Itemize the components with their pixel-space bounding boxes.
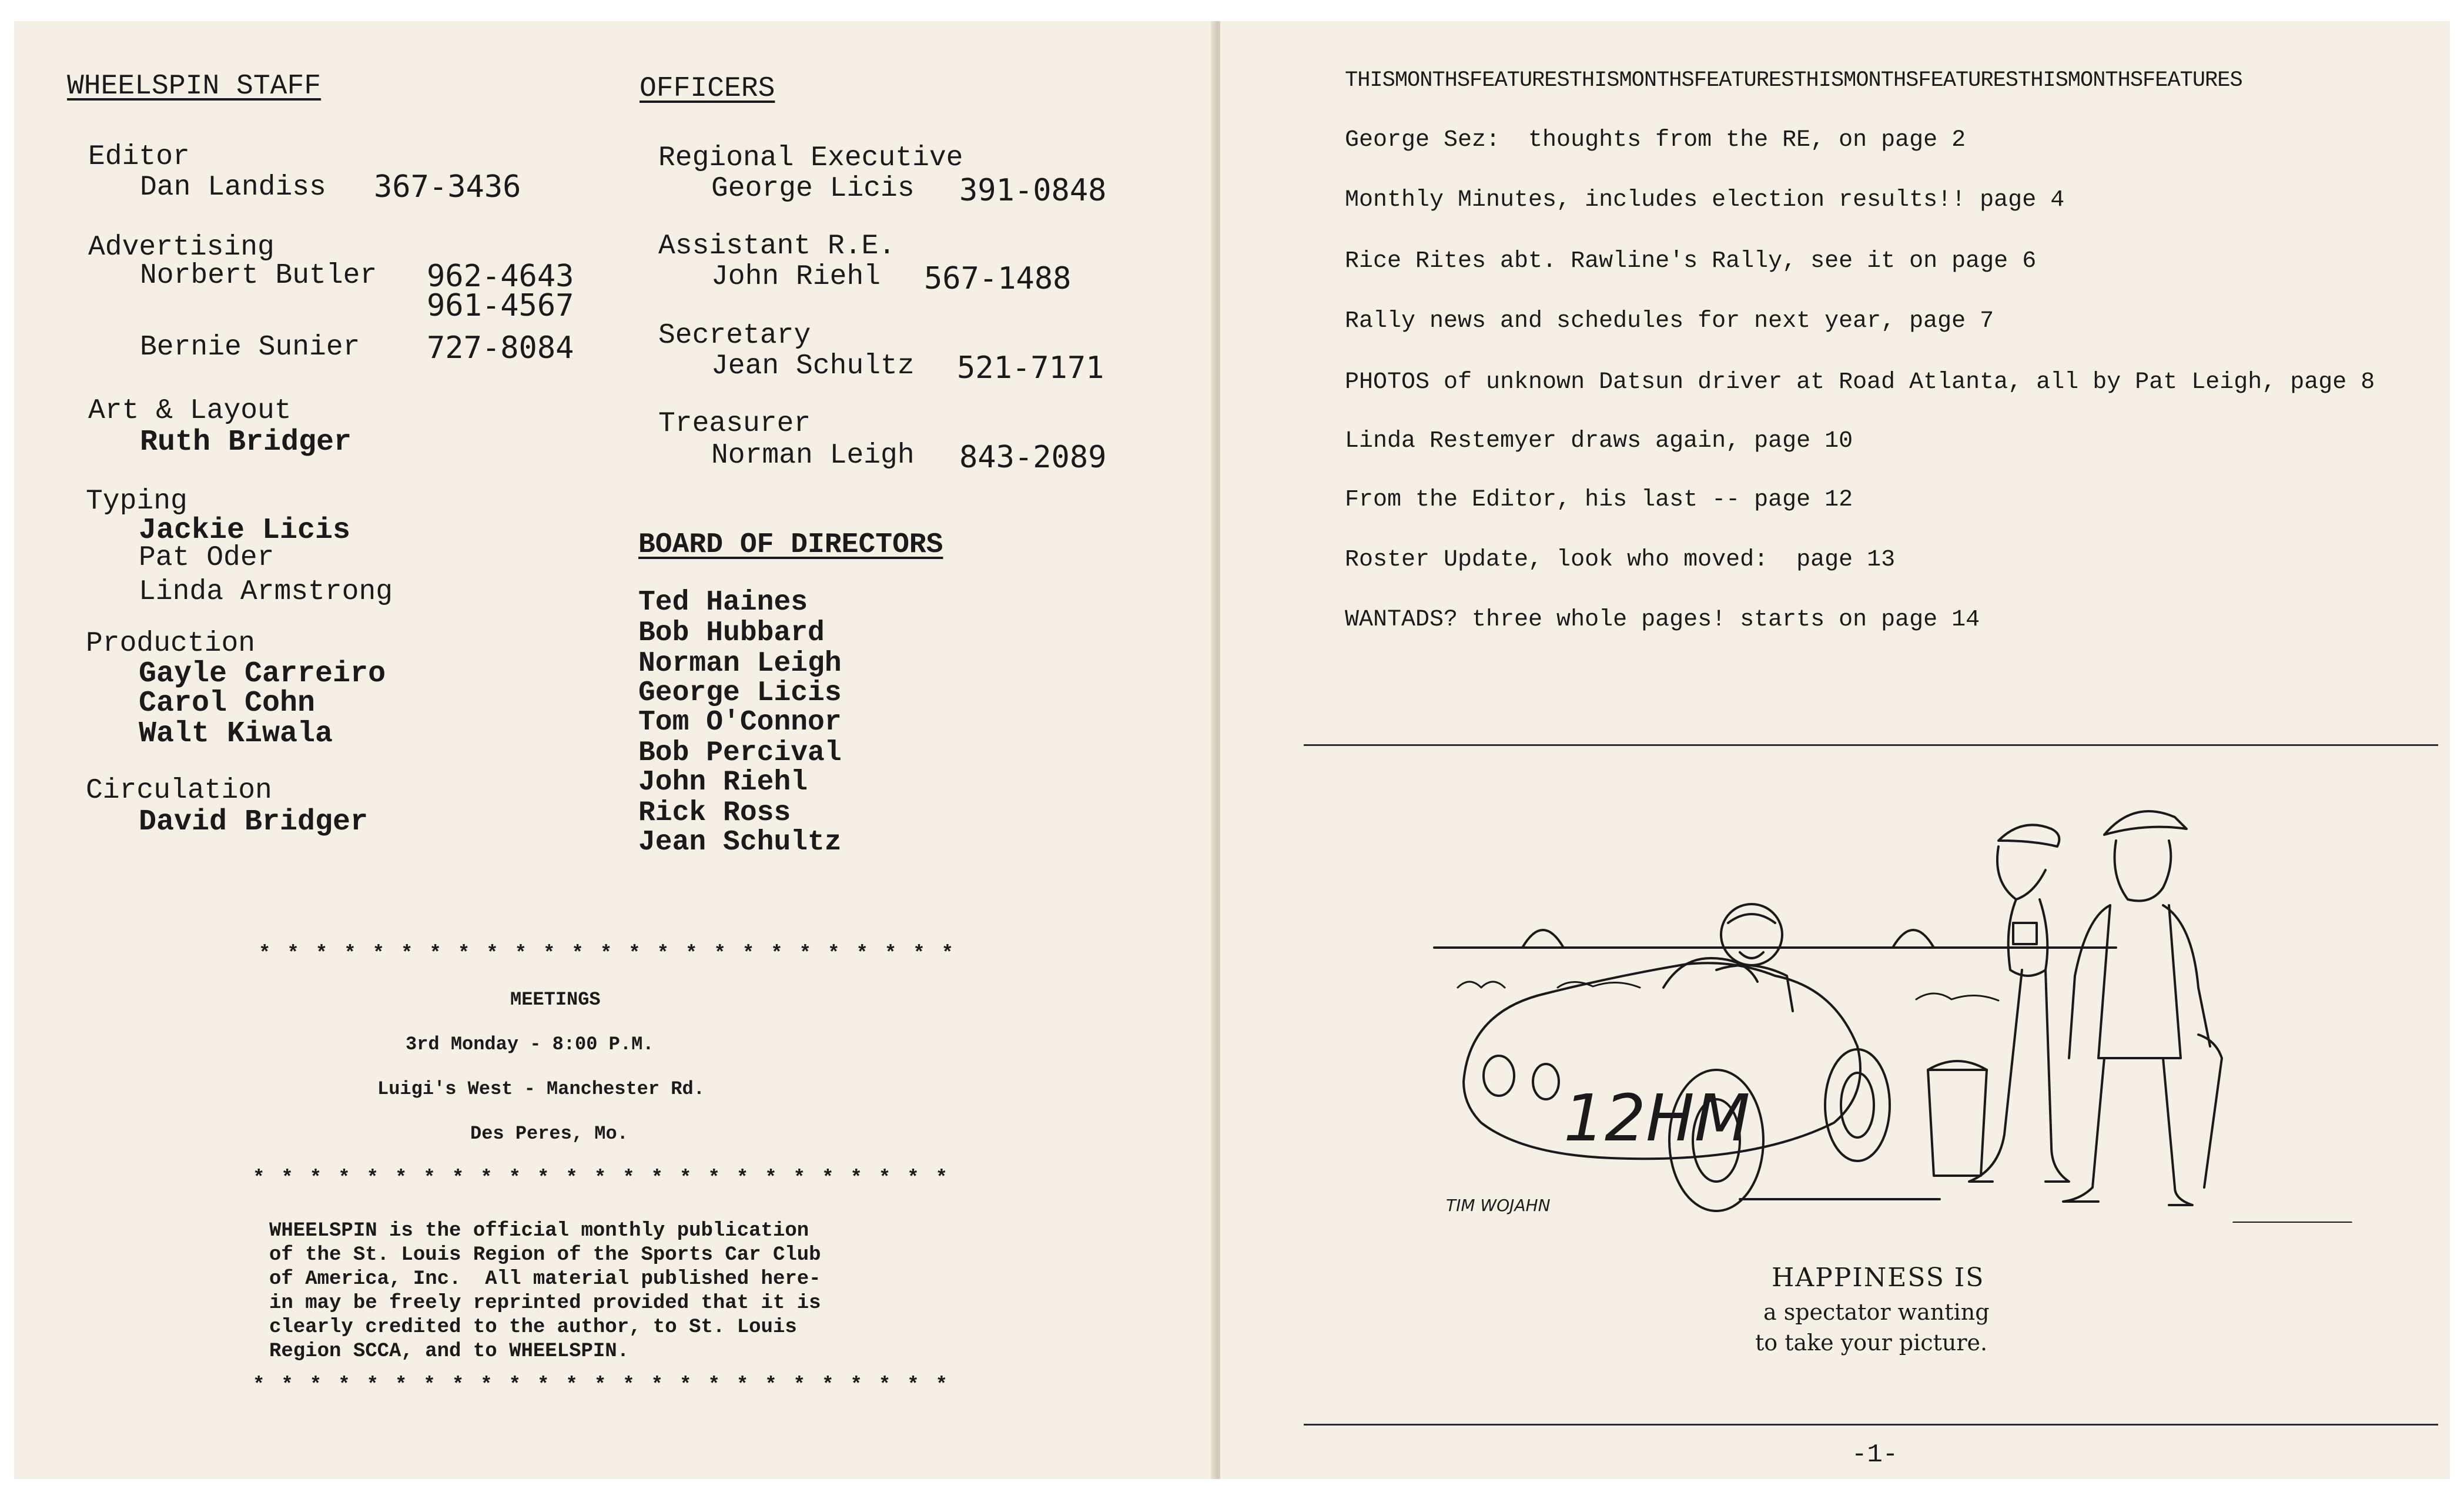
officer-name-1: George Licis: [711, 173, 915, 205]
editor-name: Dan Landiss: [140, 172, 326, 203]
typing-name-2: Pat Oder: [139, 542, 274, 574]
feature-item-1: George Sez: thoughts from the RE, on page 2: [1345, 127, 1966, 153]
board-heading: BOARD OF DIRECTORS: [638, 529, 943, 561]
editor-phone: 367-3436: [374, 169, 521, 205]
officer-role-1: Regional Executive: [658, 142, 963, 174]
production-name-3: Walt Kiwala: [139, 717, 333, 751]
officer-name-4: Norman Leigh: [711, 440, 915, 471]
board-member-4: George Licis: [638, 677, 842, 709]
staff-heading: WHEELSPIN STAFF: [67, 71, 322, 102]
advertising-role: Advertising: [88, 232, 274, 263]
production-name-2: Carol Cohn: [139, 687, 316, 720]
board-member-9: Jean Schultz: [638, 827, 842, 858]
advertising-phone-1b: 961-4567: [427, 288, 574, 323]
page-number: -1-: [1852, 1440, 1899, 1470]
officers-heading: OFFICERS: [640, 73, 775, 105]
officer-role-2: Assistant R.E.: [658, 230, 896, 262]
officer-name-3: Jean Schultz: [711, 350, 915, 382]
feature-item-2: Monthly Minutes, includes election results!! page 4: [1345, 187, 2065, 213]
board-member-1: Ted Haines: [638, 587, 808, 618]
board-member-2: Bob Hubbard: [638, 617, 825, 649]
meetings-venue: Luigi's West - Manchester Rd.: [377, 1078, 705, 1100]
meetings-city: Des Peres, Mo.: [470, 1123, 628, 1145]
production-name-1: Gayle Carreiro: [139, 657, 386, 691]
cartoon-signature: TIM WOJAHN: [1446, 1196, 1551, 1215]
meetings-time: 3rd Monday - 8:00 P.M.: [406, 1033, 654, 1055]
officer-name-2: John Riehl: [711, 261, 881, 293]
caption-line-1: a spectator wanting: [1763, 1299, 1990, 1325]
editor-role: Editor: [88, 141, 190, 173]
officer-phone-2: 567-1488: [924, 261, 1072, 296]
cartoon-illustration: [1411, 776, 2363, 1223]
feature-item-3: Rice Rites abt. Rawline's Rally, see it on page 6: [1345, 248, 2037, 275]
feature-item-6: Linda Restemyer draws again, page 10: [1345, 428, 1853, 454]
feature-item-9: WANTADS? three whole pages! starts on page 14: [1345, 607, 1980, 633]
feature-item-8: Roster Update, look who moved: page 13: [1345, 547, 1896, 573]
features-banner: THISMONTHSFEATURESTHISMONTHSFEATURESTHISMONTHSFEATURESTHISMONTHSFEATURES: [1345, 68, 2242, 93]
publication-notice: WHEELSPIN is the official monthly publication of the St. Louis Region of the Sports Car Club of America, Inc. All material published here- in may be freely reprinted provided that it is clearly credited to the author, to St. Louis Region SCCA, and to WHEELSPIN.: [269, 1220, 821, 1363]
typing-role: Typing: [86, 486, 188, 517]
officer-role-4: Treasurer: [658, 408, 811, 440]
board-member-5: Tom O'Connor: [638, 707, 842, 738]
cartoon-car-number: 12HM: [1564, 1080, 1750, 1156]
art-role: Art & Layout: [88, 395, 292, 427]
feature-item-4: Rally news and schedules for next year, page 7: [1345, 308, 1994, 334]
board-member-7: John Riehl: [638, 767, 808, 798]
cartoon-top-rule: [1304, 744, 2438, 746]
star-divider-3: *************************: [253, 1374, 965, 1397]
advertising-phone-1a: 962-4643: [427, 259, 574, 294]
officer-phone-1: 391-0848: [959, 173, 1107, 208]
typing-name-3: Linda Armstrong: [139, 576, 393, 608]
feature-item-7: From the Editor, his last -- page 12: [1345, 487, 1853, 513]
caption-line-2: to take your picture.: [1755, 1330, 1988, 1356]
typing-name-1: Jackie Licis: [139, 514, 351, 547]
production-role: Production: [86, 628, 256, 660]
cartoon-bottom-rule: [1304, 1424, 2438, 1426]
feature-item-5: PHOTOS of unknown Datsun driver at Road Atlanta, all by Pat Leigh, page 8: [1345, 369, 2375, 396]
circulation-role: Circulation: [86, 775, 272, 807]
star-divider-1: *************************: [259, 943, 970, 965]
art-name: Ruth Bridger: [140, 426, 352, 459]
advertising-phone-2: 727-8084: [427, 330, 574, 366]
advertising-name-2: Bernie Sunier: [140, 332, 360, 363]
caption-title: HAPPINESS IS: [1772, 1263, 1985, 1293]
star-divider-2: *************************: [253, 1167, 965, 1190]
officer-phone-4: 843-2089: [959, 440, 1107, 475]
officer-role-3: Secretary: [658, 320, 811, 352]
meetings-title: MEETINGS: [510, 989, 601, 1011]
board-member-6: Bob Percival: [638, 737, 842, 769]
advertising-name-1: Norbert Butler: [140, 260, 377, 292]
board-member-8: Rick Ross: [638, 797, 791, 829]
officer-phone-3: 521-7171: [957, 350, 1104, 386]
board-member-3: Norman Leigh: [638, 648, 842, 680]
circulation-name: David Bridger: [139, 805, 369, 839]
right-page: [1220, 21, 2450, 1479]
